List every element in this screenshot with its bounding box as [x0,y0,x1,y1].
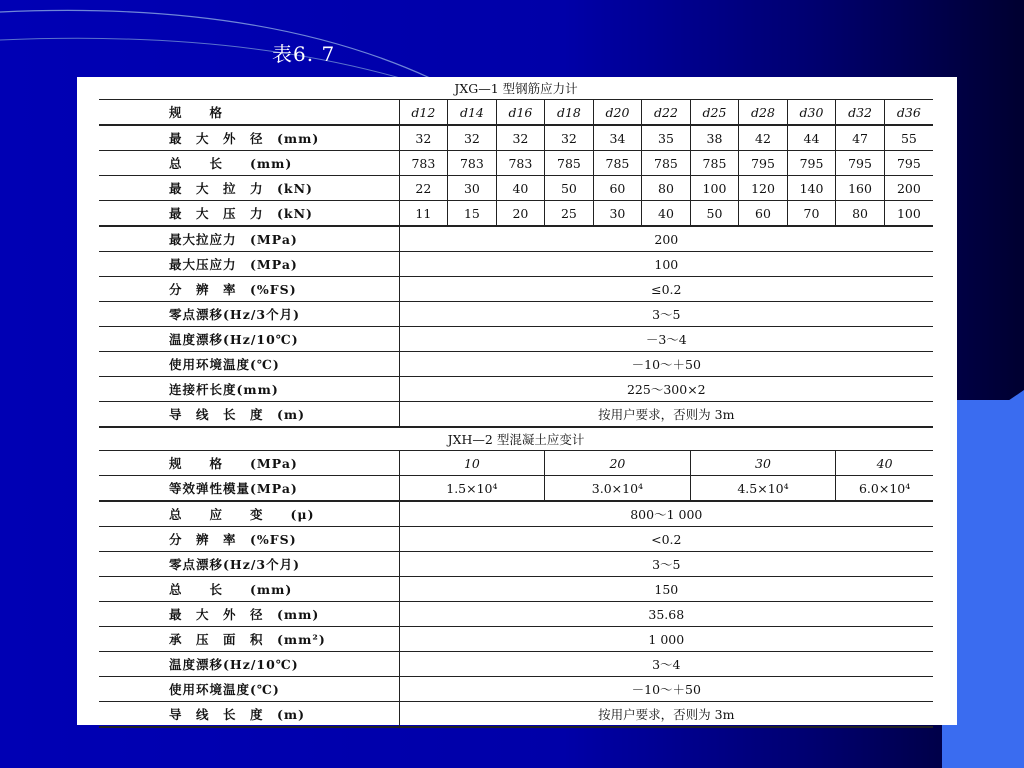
jxg-merged-row [99,327,933,352]
jxg-model-cell: d25 [690,100,739,126]
jxg-model-cell: d18 [545,100,594,126]
jxg-value-cell: 30 [448,176,497,201]
jxh-merged-value: 3～4 [399,652,933,677]
jxg-row-label: 温度漂移(Hz/10℃) [99,327,399,352]
jxg-row-label: 最 大 压 力 (kN) [99,201,399,227]
jxg-merged-row [99,252,933,277]
jxg-value-cell: 795 [739,151,788,176]
spec-table [99,77,933,728]
jxg-model-cell: d22 [642,100,691,126]
jxg-caption: JXG—1 型钢筋应力计 [99,77,933,100]
jxh-merged-value: <0.2 [399,527,933,552]
jxg-value-cell: 200 [884,176,933,201]
jxg-value-cell: 795 [836,151,885,176]
jxg-merged-row [99,302,933,327]
jxg-value-cell: 50 [690,201,739,227]
jxg-value-cell: 785 [545,151,594,176]
jxg-value-cell: 35 [642,125,691,151]
jxg-table-row [99,151,933,176]
jxh-modulus-label: 等效弹性模量(MPa) [99,476,399,502]
jxh-merged-row [99,552,933,577]
jxh-merged-value: －10～＋50 [399,677,933,702]
jxh-merged-row [99,702,933,728]
jxh-spec-label: 规 格 (MPa) [99,451,399,476]
jxg-merged-row [99,226,933,252]
jxh-modulus-cell: 3.0×10⁴ [545,476,691,502]
jxg-value-cell: 20 [496,201,545,227]
jxg-table-row [99,201,933,227]
jxg-value-cell: 60 [739,201,788,227]
jxg-merged-value: －3～4 [399,327,933,352]
jxh-merged-row [99,602,933,627]
jxh-merged-row [99,577,933,602]
jxg-value-cell: 783 [399,151,448,176]
jxg-value-cell: 15 [448,201,497,227]
jxg-value-cell: 783 [496,151,545,176]
jxh-row-label: 最 大 外 径 (mm) [99,602,399,627]
jxh-row-label: 导 线 长 度 (m) [99,702,399,728]
jxg-row-label: 分 辨 率 (%FS) [99,277,399,302]
jxh-merged-row [99,627,933,652]
jxg-value-cell: 80 [836,201,885,227]
jxg-value-cell: 38 [690,125,739,151]
jxg-value-cell: 795 [787,151,836,176]
jxg-caption-row [99,77,933,100]
jxg-model-cell: d20 [593,100,642,126]
jxg-row-label: 最 大 拉 力 (kN) [99,176,399,201]
jxg-spec-label: 规 格 [99,100,399,126]
jxg-model-cell: d28 [739,100,788,126]
jxg-merged-row [99,352,933,377]
jxg-merged-value: 100 [399,252,933,277]
jxg-value-cell: 42 [739,125,788,151]
jxh-row-label: 总 应 变 (μ) [99,501,399,527]
jxh-spec-cell: 40 [836,451,933,476]
jxh-merged-value: 3～5 [399,552,933,577]
jxg-merged-row [99,277,933,302]
jxg-value-cell: 70 [787,201,836,227]
jxg-merged-value: 按用户要求，否则为 3m [399,402,933,428]
jxg-value-cell: 32 [399,125,448,151]
jxg-merged-value: 3～5 [399,302,933,327]
jxg-value-cell: 160 [836,176,885,201]
jxg-value-cell: 44 [787,125,836,151]
jxg-value-cell: 785 [593,151,642,176]
jxg-value-cell: 80 [642,176,691,201]
jxg-header-row [99,100,933,126]
jxh-merged-value: 800～1 000 [399,501,933,527]
jxg-value-cell: 100 [690,176,739,201]
jxg-value-cell: 11 [399,201,448,227]
jxg-row-label: 零点漂移(Hz/3个月) [99,302,399,327]
jxg-merged-row [99,377,933,402]
jxg-merged-value: ≤0.2 [399,277,933,302]
jxg-table-row [99,125,933,151]
jxg-value-cell: 785 [690,151,739,176]
jxg-row-label: 导 线 长 度 (m) [99,402,399,428]
jxg-value-cell: 795 [884,151,933,176]
jxh-merged-row [99,527,933,552]
jxg-value-cell: 34 [593,125,642,151]
spec-table-sheet [77,77,957,725]
jxh-merged-row [99,652,933,677]
jxg-row-label: 总 长 (mm) [99,151,399,176]
jxg-value-cell: 50 [545,176,594,201]
jxg-row-label: 最大拉应力 (MPa) [99,226,399,252]
jxg-value-cell: 120 [739,176,788,201]
slide-title: 表6. 7 [272,42,336,66]
jxh-spec-cell: 20 [545,451,691,476]
jxh-row-label: 总 长 (mm) [99,577,399,602]
jxh-row-label: 使用环境温度(℃) [99,677,399,702]
jxg-value-cell: 47 [836,125,885,151]
jxg-value-cell: 40 [496,176,545,201]
jxh-merged-value: 按用户要求，否则为 3m [399,702,933,728]
jxh-caption: JXH—2 型混凝土应变计 [99,427,933,451]
jxh-row-label: 分 辨 率 (%FS) [99,527,399,552]
jxg-model-cell: d14 [448,100,497,126]
jxh-modulus-cell: 4.5×10⁴ [690,476,836,502]
jxg-row-label: 连接杆长度(mm) [99,377,399,402]
jxg-merged-value: －10～＋50 [399,352,933,377]
jxg-value-cell: 100 [884,201,933,227]
jxg-merged-value: 225～300×2 [399,377,933,402]
jxh-spec-cell: 30 [690,451,836,476]
jxg-value-cell: 60 [593,176,642,201]
jxh-modulus-row [99,476,933,502]
jxg-value-cell: 32 [545,125,594,151]
jxh-spec-cell: 10 [399,451,545,476]
jxg-model-cell: d12 [399,100,448,126]
jxh-merged-value: 150 [399,577,933,602]
jxh-modulus-cell: 1.5×10⁴ [399,476,545,502]
jxh-spec-row [99,451,933,476]
jxg-value-cell: 32 [448,125,497,151]
jxg-model-cell: d30 [787,100,836,126]
jxh-merged-value: 1 000 [399,627,933,652]
jxg-row-label: 最 大 外 径 (mm) [99,125,399,151]
jxg-value-cell: 140 [787,176,836,201]
jxh-merged-value: 35.68 [399,602,933,627]
jxh-merged-row [99,677,933,702]
jxg-model-cell: d16 [496,100,545,126]
jxg-value-cell: 32 [496,125,545,151]
jxh-row-label: 温度漂移(Hz/10℃) [99,652,399,677]
jxg-value-cell: 40 [642,201,691,227]
jxh-caption-row [99,427,933,451]
jxg-row-label: 使用环境温度(℃) [99,352,399,377]
jxg-row-label: 最大压应力 (MPa) [99,252,399,277]
jxg-merged-value: 200 [399,226,933,252]
jxg-value-cell: 785 [642,151,691,176]
jxg-value-cell: 22 [399,176,448,201]
jxg-value-cell: 55 [884,125,933,151]
jxg-model-cell: d36 [884,100,933,126]
jxg-model-cell: d32 [836,100,885,126]
jxg-table-row [99,176,933,201]
jxg-value-cell: 783 [448,151,497,176]
jxh-modulus-cell: 6.0×10⁴ [836,476,933,502]
jxh-merged-row [99,501,933,527]
jxg-value-cell: 25 [545,201,594,227]
jxg-merged-row [99,402,933,428]
jxg-value-cell: 30 [593,201,642,227]
jxh-row-label: 承 压 面 积 (mm²) [99,627,399,652]
jxh-row-label: 零点漂移(Hz/3个月) [99,552,399,577]
